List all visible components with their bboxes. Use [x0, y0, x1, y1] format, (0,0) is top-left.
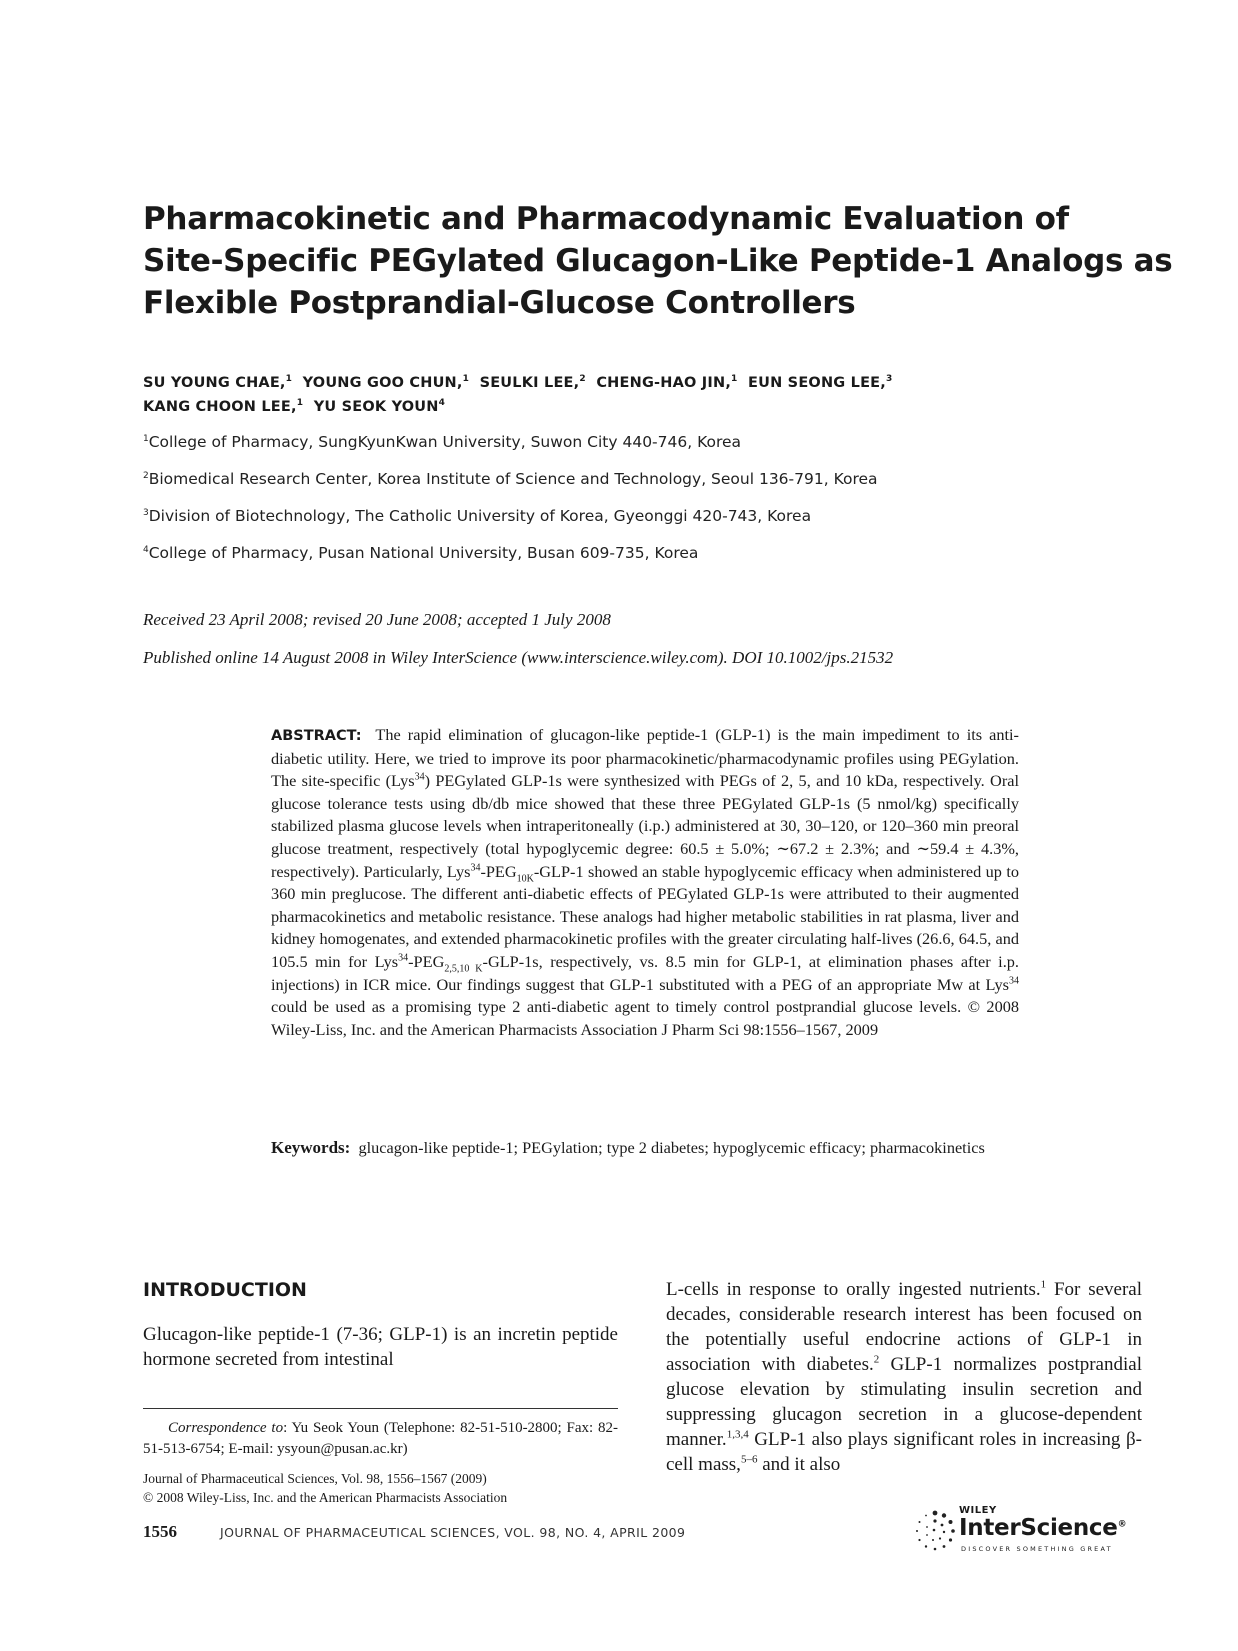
logo-brand: WILEY	[959, 1505, 997, 1516]
footnote-divider	[143, 1408, 618, 1409]
running-footer: JOURNAL OF PHARMACEUTICAL SCIENCES, VOL. 98, NO. 4, APRIL 2009	[220, 1525, 686, 1540]
affiliation-3	[143, 507, 1143, 525]
author-name: SU YOUNG CHAE,	[143, 375, 286, 391]
author-name: YOUNG GOO CHUN,	[302, 375, 463, 391]
title-line-1: Pharmacokinetic and Pharmacodynamic Evaluation of	[143, 201, 1069, 237]
article-title	[143, 198, 1173, 324]
keywords	[271, 1137, 1019, 1160]
author-name: YU SEOK YOUN	[313, 399, 439, 415]
correspondence-text: : Yu Seok Youn (Telephone: 82-51-510-2800; Fax: 82-51-513-6754; E-mail: ysyoun@pusan.ac.kr)	[143, 1420, 618, 1457]
abstract-sup: 34	[1009, 975, 1019, 987]
logo-name-text: InterScience	[959, 1515, 1118, 1541]
citation-ref: 1,3,4	[726, 1428, 749, 1441]
copyright-line: © 2008 Wiley-Liss, Inc. and the American Pharmacists Association	[143, 1490, 508, 1505]
affiliation-text: Biomedical Research Center, Korea Institute of Science and Technology, Seoul 136-791, Korea	[148, 470, 878, 488]
logo-tagline: DISCOVER SOMETHING GREAT	[961, 1545, 1113, 1553]
abstract-text: -PEG	[408, 951, 445, 971]
dots-swirl-icon	[913, 1509, 957, 1553]
intro-paragraph-left: Glucagon-like peptide-1 (7-36; GLP-1) is an incretin peptide hormone secreted from intestinal	[143, 1324, 618, 1370]
section-heading-introduction: INTRODUCTION	[143, 1279, 307, 1301]
author-name: KANG CHOON LEE,	[143, 399, 297, 415]
author-line-2	[143, 395, 1143, 419]
abstract-text: ) PEGylated GLP-1s were synthesized with PEGs of 2, 5, and 10 kDa, respectively. Oral glucose tolerance tests using db/db mice showed that these three PEGylated GLP-1s (5 nmol/kg) specifically stabilized plasma glucose levels when intraperitoneally (i.p.) administered at 30, 30–120, or 120–360 min preoral glucose treatment, respectively (total hypoglycemic degree: 60.5 ± 5.0%; ∼67.2 ± 2.3%; and ∼59.4 ± 4.3%, respectively). Particularly, Lys	[271, 771, 1019, 881]
correspondence-note	[143, 1418, 618, 1460]
abstract-text: could be used as a promising type 2 anti-diabetic agent to timely control postprandial glucose levels. © 2008 Wiley-Liss, Inc. and the American Pharmacists Association J Pharm Sci 98:1556–1567, 2009	[271, 997, 1019, 1039]
abstract-text: The rapid elimination of glucagon-like peptide-1 (GLP-1) is the main impediment to its anti-diabetic utility. Here, we tried to improve its poor pharmacokinetic/pharmacodynamic profiles using PEGylation. The site-specific (Lys	[271, 725, 1019, 791]
intro-text: and it also	[757, 1454, 841, 1475]
abstract-text: -PEG	[480, 861, 517, 881]
abstract-label: ABSTRACT:	[271, 728, 362, 744]
citation-ref: 1	[1040, 1278, 1047, 1291]
author-affil-ref: 2	[579, 374, 586, 385]
keywords-text: glucagon-like peptide-1; PEGylation; type 2 diabetes; hypoglycemic efficacy; pharmacokinetics	[358, 1138, 985, 1157]
abstract-text: -GLP-1s, respectively, vs. 8.5 min for GLP-1, at elimination phases after i.p. injections) in ICR mice. Our findings suggest that GLP-1 substituted with a PEG of an appropriate Mw at Lys	[271, 951, 1019, 994]
author-affil-ref: 1	[731, 374, 738, 385]
logo-name	[959, 1515, 1126, 1541]
abstract-sub: 2,5,10 K	[444, 963, 483, 975]
affiliation-number: 1	[143, 433, 149, 444]
author-affil-ref: 1	[296, 398, 304, 409]
author-list	[143, 371, 1143, 419]
author-affil-ref: 4	[438, 398, 446, 409]
citation-ref: 2	[873, 1353, 880, 1366]
logo-registered: ®	[1117, 1519, 1127, 1530]
affiliation-number: 2	[143, 470, 149, 481]
title-line-2: Site-Specific PEGylated Glucagon-Like Peptide-1 Analogs as	[143, 243, 1173, 279]
title-line-3: Flexible Postprandial-Glucose Controllers	[143, 285, 856, 321]
author-affil-ref: 1	[462, 374, 470, 385]
publication-info: Published online 14 August 2008 in Wiley InterScience (www.interscience.wiley.com). DOI 10.1002/jps.21532	[143, 648, 894, 667]
affiliation-4	[143, 544, 1143, 562]
affiliation-text: College of Pharmacy, SungKyunKwan University, Suwon City 440-746, Korea	[148, 433, 742, 451]
affiliation-1	[143, 433, 1143, 451]
affiliation-2	[143, 470, 1143, 488]
abstract-sup: 34	[414, 771, 425, 783]
author-affil-ref: 3	[886, 374, 893, 385]
author-line-1	[143, 371, 1143, 395]
page-number: 1556	[143, 1522, 177, 1541]
intro-paragraph-right	[666, 1277, 1142, 1477]
citation-ref: 5–6	[740, 1453, 758, 1466]
intro-text: GLP-1 normalizes postprandial glucose elevation by stimulating insulin secretion and suppressing glucagon secretion in a glucose-dependent manner.	[666, 1354, 1142, 1450]
abstract-sup: 34	[398, 952, 409, 964]
correspondence-label: Correspondence to	[168, 1420, 284, 1436]
wiley-interscience-logo	[913, 1505, 1143, 1557]
author-affil-ref: 1	[285, 374, 293, 385]
abstract	[271, 724, 1019, 1041]
intro-text: GLP-1 also plays significant roles in increasing β-cell mass,	[666, 1429, 1142, 1475]
intro-text: L-cells in response to orally ingested nutrients.	[666, 1279, 1041, 1300]
author-name: SEULKI LEE,	[479, 375, 580, 391]
intro-text: For several decades, considerable research interest has been focused on the potentially useful endocrine actions of GLP-1 in association with diabetes.	[666, 1279, 1142, 1375]
affiliation-number: 3	[143, 507, 149, 518]
affiliation-number: 4	[143, 544, 149, 555]
affiliation-text: Division of Biotechnology, The Catholic University of Korea, Gyeonggi 420-743, Korea	[148, 507, 812, 525]
abstract-text: -GLP-1 showed an stable hypoglycemic efficacy when administered up to 360 min preglucose. The different anti-diabetic effects of PEGylated GLP-1s were attributed to their augmented pharmacokinetics and metabolic resistance. These analogs had higher metabolic stabilities in rat plasma, liver and kidney homogenates, and extended pharmacokinetic profiles with the greater circulating half-lives (26.6, 64.5, and 105.5 min for Lys	[271, 861, 1019, 971]
keywords-label: Keywords:	[271, 1138, 351, 1157]
author-name: CHENG-HAO JIN,	[596, 375, 732, 391]
abstract-sup: 34	[470, 862, 481, 874]
author-name: EUN SEONG LEE,	[748, 375, 886, 391]
abstract-sub: 10K	[516, 872, 534, 884]
received-dates: Received 23 April 2008; revised 20 June 2008; accepted 1 July 2008	[143, 610, 611, 629]
journal-citation: Journal of Pharmaceutical Sciences, Vol. 98, 1556–1567 (2009)	[143, 1471, 487, 1486]
affiliation-text: College of Pharmacy, Pusan National University, Busan 609-735, Korea	[148, 544, 699, 562]
